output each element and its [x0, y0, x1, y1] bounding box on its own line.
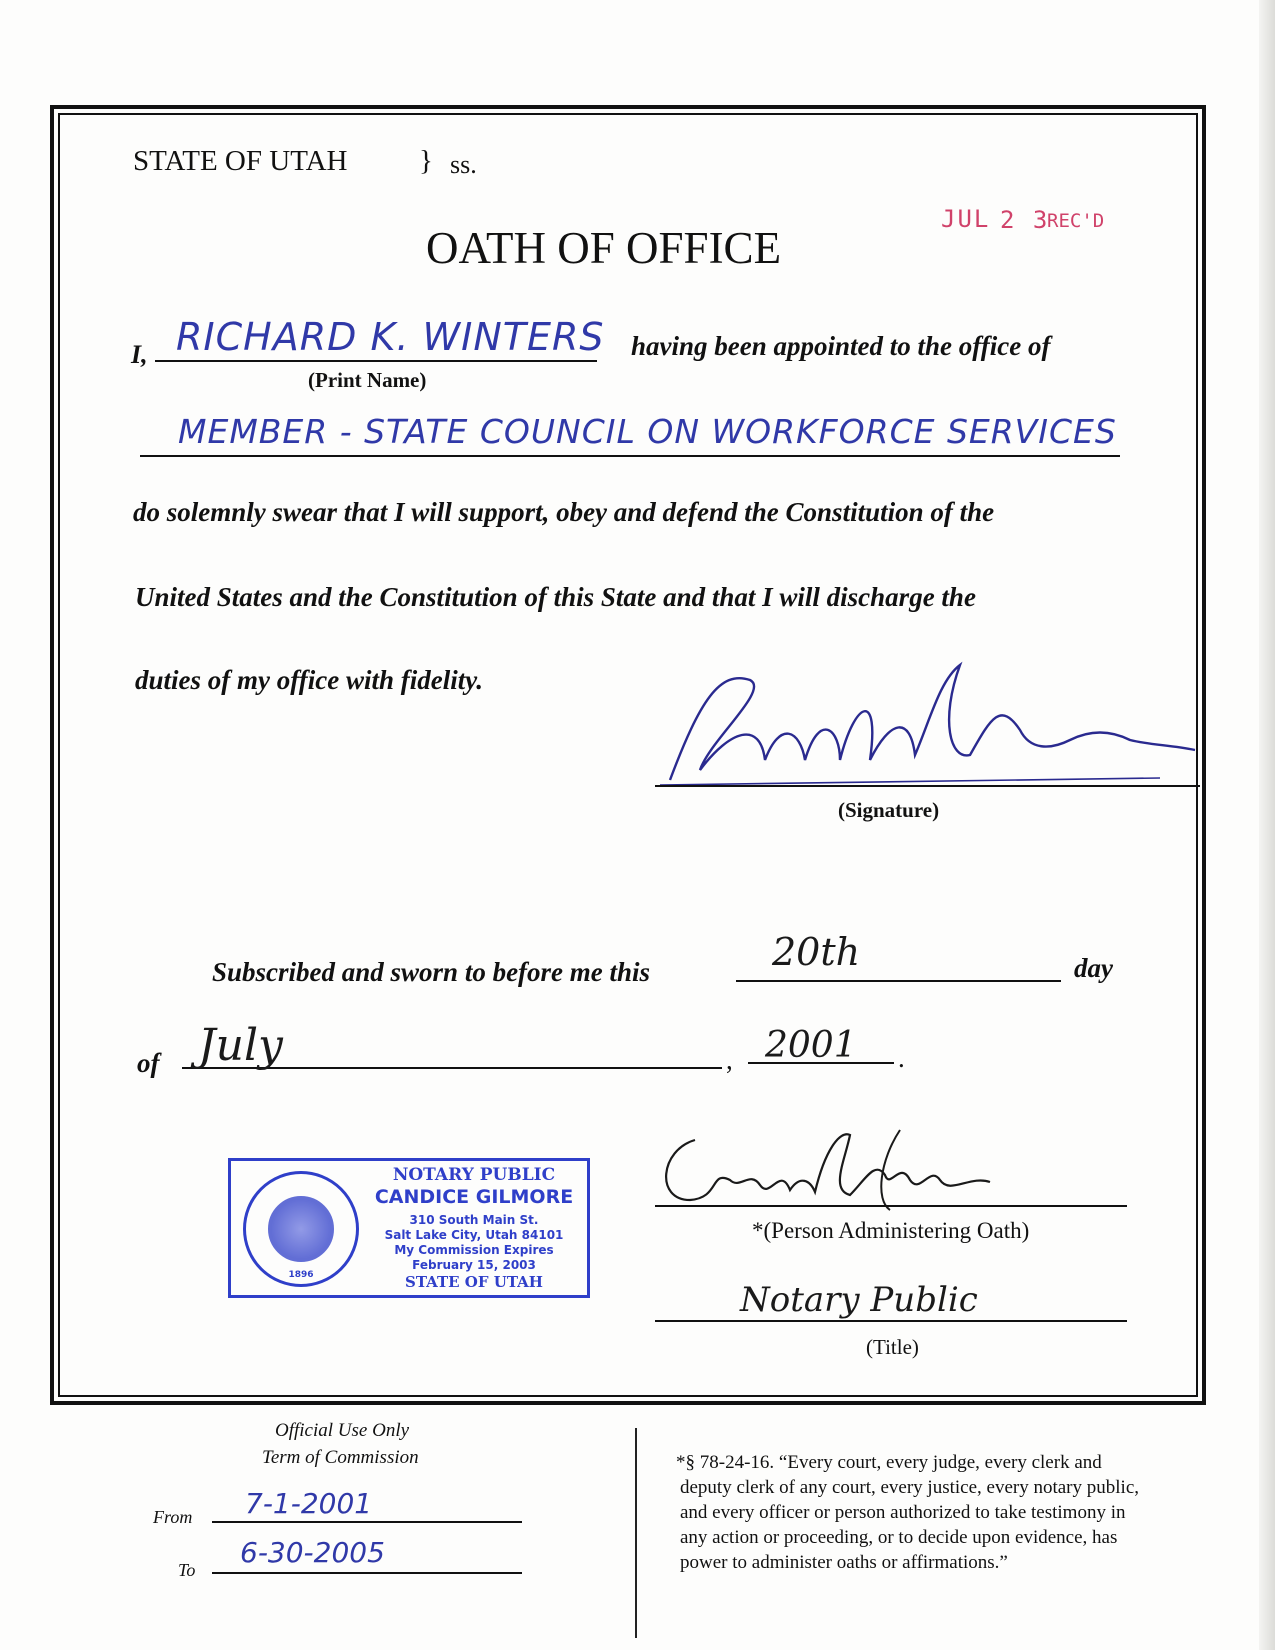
footnote-line-2: deputy clerk of any court, every justice, every notary public,	[680, 1477, 1139, 1498]
document-title: OATH OF OFFICE	[426, 223, 782, 273]
notary-stamp-line7: STATE OF UTAH	[405, 1273, 543, 1291]
office-handwritten: MEMBER - STATE COUNCIL ON WORKFORCE SERVICES	[178, 412, 1117, 451]
notary-stamp-line3: 310 South Main St.	[409, 1213, 539, 1227]
oath-line-2: United States and the Constitution of this State and that I will discharge the	[135, 582, 976, 612]
to-value: 6-30-2005	[240, 1536, 385, 1569]
official-use-heading: Official Use Only	[275, 1420, 410, 1441]
seal-year: 1896	[288, 1270, 314, 1280]
footnote-line-3: and every officer or person authorized to take testimony in	[680, 1502, 1126, 1523]
notary-stamp	[228, 1158, 590, 1298]
page-edge-shadow	[1259, 0, 1275, 1650]
period: .	[898, 1043, 905, 1073]
state-seal-icon	[243, 1171, 359, 1287]
footnote-line-1: *§ 78-24-16. “Every court, every judge, every clerk and	[676, 1452, 1102, 1473]
appointed-text: having been appointed to the office of	[631, 331, 1051, 361]
notary-stamp-line2: CANDICE GILMORE	[374, 1186, 574, 1208]
day-handwritten: 20th	[772, 930, 861, 974]
signature-line	[655, 785, 1200, 787]
title-line	[655, 1320, 1127, 1322]
received-stamp-month: JUL	[941, 205, 991, 233]
administrator-line	[655, 1205, 1127, 1207]
oath-prefix: I,	[131, 340, 148, 369]
notary-stamp-line6: February 15, 2003	[412, 1258, 536, 1272]
signature-candice-gilmore	[650, 1120, 1030, 1215]
printed-name-handwritten: RICHARD K. WINTERS	[176, 315, 605, 359]
received-stamp-day: 2 3	[1000, 206, 1050, 234]
from-label: From	[153, 1507, 193, 1527]
name-line	[155, 360, 597, 362]
received-stamp-label: REC'D	[1047, 210, 1105, 232]
day-word: day	[1074, 953, 1113, 983]
ss-label: ss.	[450, 150, 477, 179]
footnote-line-4: any action or proceeding, or to decide upon evidence, has	[680, 1527, 1118, 1548]
seal-emblem	[268, 1196, 334, 1262]
brace: }	[419, 145, 433, 177]
year-handwritten: 2001	[765, 1025, 857, 1066]
administrator-caption: *(Person Administering Oath)	[752, 1218, 1030, 1243]
notary-stamp-line1: NOTARY PUBLIC	[392, 1165, 556, 1185]
month-handwritten: July	[198, 1020, 283, 1071]
signature-caption: (Signature)	[838, 798, 940, 822]
title-caption: (Title)	[866, 1335, 919, 1359]
footer-divider	[635, 1428, 637, 1638]
comma: ,	[726, 1045, 733, 1075]
state-heading: STATE OF UTAH	[133, 145, 348, 177]
notary-stamp-line4: Salt Lake City, Utah 84101	[384, 1228, 564, 1242]
oath-line-1: do solemnly swear that I will support, obey and defend the Constitution of the	[133, 497, 995, 527]
from-line	[212, 1521, 522, 1523]
signature-richard-winters	[640, 660, 1200, 800]
to-label: To	[178, 1560, 196, 1580]
day-line	[736, 980, 1061, 982]
print-name-caption: (Print Name)	[308, 368, 427, 392]
from-value: 7-1-2001	[245, 1487, 373, 1520]
office-line	[140, 455, 1120, 457]
notary-stamp-line5: My Commission Expires	[394, 1243, 554, 1257]
footnote-line-5: power to administer oaths or affirmations.”	[680, 1552, 1008, 1573]
of-word: of	[137, 1048, 160, 1078]
subscribed-text: Subscribed and sworn to before me this	[212, 957, 651, 987]
to-line	[212, 1572, 522, 1574]
title-handwritten: Notary Public	[740, 1280, 978, 1320]
oath-line-3: duties of my office with fidelity.	[135, 665, 483, 695]
term-heading: Term of Commission	[262, 1447, 419, 1468]
